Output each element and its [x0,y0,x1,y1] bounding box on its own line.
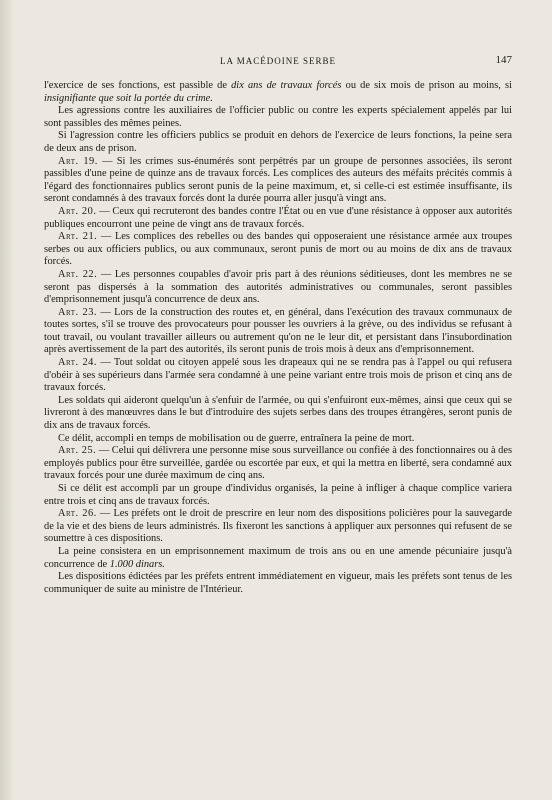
paragraph-text: — Lors de la construction des routes et, en général, dans l'exécution des travaux communaux de toutes sortes, s'il se trouve des provocateurs pour pousser les ouvriers à la grève, ou des individus se refusant à tout travail, ou voulant travailler ailleurs ou autrement qu'on ne le leur dit, et persistant dans l'insubordination après avertissement de la part des autorités, ils seront punis de trois mois à deux ans d'emprisonnement. [44,306,512,356]
article-number: Art. 22. [58,268,98,280]
paragraph [44,269,512,307]
paragraph [44,156,512,206]
italic-text: 1.000 dinars. [109,558,165,570]
paragraph [44,571,512,596]
paragraph [44,206,512,231]
paragraph-text: ou de six mois de prison au moins, si [341,80,512,91]
paragraph [44,395,512,433]
paragraph-text: — Tout soldat ou citoyen appelé sous les drapeaux qui ne se rendra pas à l'appel ou qui refusera d'obéir à ses supérieurs dans l'armée sera condamné à une peine variant entre trois mois de prison et cinq ans de travaux forcés. [44,357,512,394]
paragraph-text: l'exercice de ses fonctions, est passible de [44,80,232,91]
paragraph-text: Si ce délit est accompli par un groupe d'individus organisés, la peine à infliger à chaque complice variera entre trois et cinq ans de travaux forcés. [44,483,512,507]
paragraph [44,307,512,357]
paragraph [44,445,512,483]
paragraph [44,483,512,508]
paragraph-text: La peine consistera en un emprisonnement maximum de trois ans ou en une amende pécuniaire jusqu'à concurrence de [44,545,512,570]
paragraph-text: — Ceux qui recruteront des bandes contre l'État ou en vue d'une résistance à opposer aux autorités publiques encourront une peine de vingt ans de travaux forcés. [44,205,512,230]
paragraph [44,105,512,130]
paragraph [44,546,512,571]
paragraph-text: — Les personnes coupables d'avoir pris part à des réunions séditieuses, dont les membres ne se seront pas dispersés à la sommation des autorités administratives ou communales, seront passibles d'emprisonnement jusqu'à concurrence de deux ans. [44,268,513,306]
italic-text: insignifiante que soit la portée du crime. [44,92,213,104]
article-number: Art. 21. [58,231,98,243]
italic-text: dix ans de travaux forcés [231,80,342,91]
paragraph [44,231,512,269]
paragraph-text: — Si les crimes sus-énumérés sont perpétrés par un groupe de personnes associées, ils seront passibles d'une peine de quinze ans de travaux forcés. Les complices des auteurs des méfaits précités commis à l'égard des fonctionnaires publics seront punis de la peine maximum, et, si celle-ci est estimée insuffisante, ils seront condamnés à des travaux forcés dont la durée pourra aller jusqu'à vingt ans. [44,155,512,205]
paragraph [44,80,512,105]
paragraph [44,433,512,446]
paragraph-text: Les soldats qui aideront quelqu'un à s'enfuir de l'armée, ou qui s'enfuiront eux-mêmes, ainsi que ceux qui se livreront à des manœuvres dans le but d'introduire des sujets serbes dans des troupes étrangères, seront punis de dix ans de travaux forcés. [44,394,512,432]
article-number: Art. 24. [58,357,97,369]
paragraph-text: — Les complices des rebelles ou des bandes qui opposeraient une résistance armée aux troupes serbes ou aux officiers publics, ou aux communaux, seront punis de mort ou au moins de dix ans de travaux forcés. [44,231,512,268]
article-number: Art. 26. [58,508,97,520]
paragraph-text: Ce délit, accompli en temps de mobilisation ou de guerre, entraînera la peine de mort. [58,432,415,444]
page-number: 147 [495,54,512,66]
article-number: Art. 19. [58,155,98,167]
paragraph [44,130,512,155]
paragraph-text: Si l'agression contre les officiers publics se produit en dehors de l'exercice de leurs fonctions, la peine sera de deux ans de prison. [44,130,512,154]
running-title: LA MACÉDOINE SERBE [219,56,336,66]
running-header [44,56,512,70]
article-number: Art. 20. [58,205,97,217]
paragraph [44,508,512,546]
paragraph-text: — Celui qui délivrera une personne mise sous surveillance ou confiée à des fonctionnaires ou à des employés publics pour être surveillée, gardée ou escortée par eux, et qui la mettra en liberté, sera condamné aux travaux forcés pour une durée maximum de cinq ans. [44,445,513,482]
paragraph-text: — Les préfets ont le droit de prescrire en leur nom des dispositions policières pour la sauvegarde de la vie et des biens de leurs administrés. Ils fixeront les sanctions à appliquer aux personnes qui refusent de se soumettre à ces dispositions. [44,508,512,545]
article-number: Art. 23. [58,306,98,318]
page-edge-shadow [0,0,14,800]
paragraph [44,357,512,395]
body-text [44,80,512,596]
article-number: Art. 25. [58,445,97,457]
paragraph-text: Les agressions contre les auxiliaires de l'officier public ou contre les experts spécialement appelés par lui sont passibles des mêmes peines. [44,105,512,129]
paragraph-text: Les dispositions édictées par les préfets entrent immédiatement en vigueur, mais les préfets sont tenus de les communiquer de suite au ministre de l'Intérieur. [44,571,512,595]
